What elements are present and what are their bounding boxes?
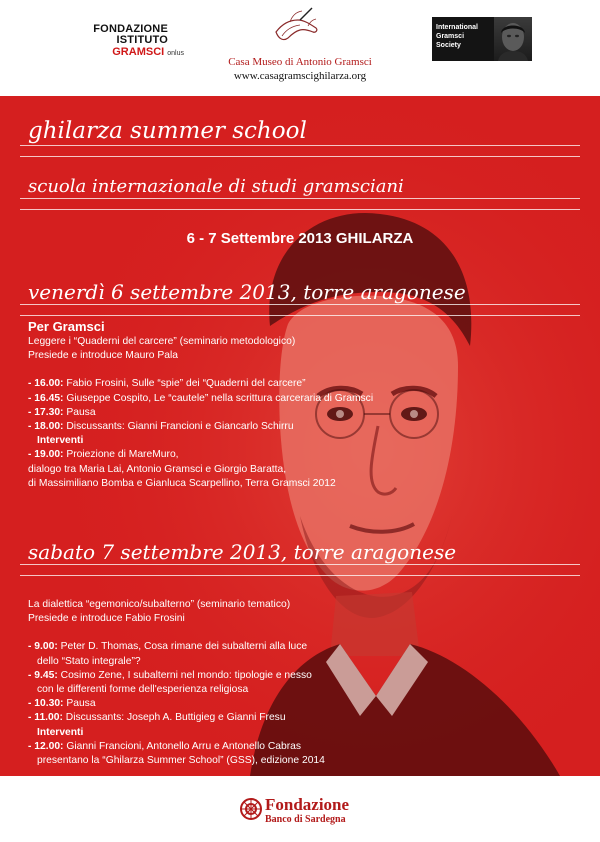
day1-interventi: Interventi [37, 435, 84, 447]
fondazione-banco-sardegna-mark-icon [240, 798, 262, 820]
fig-logo-gramsci: GRAMSCI [112, 46, 165, 58]
program-item-text: Peter D. Thomas, Cosa rimane dei subalterni alla luce [57, 641, 308, 653]
fondazione-banco-sardegna-name: Fondazione [265, 795, 350, 814]
program-item-time: - 10.30: [28, 698, 64, 710]
igs-face-icon [494, 17, 532, 61]
poster-header [0, 0, 600, 96]
fig-logo-line1: FONDAZIONE [93, 23, 168, 35]
screening-details: dialogo tra Maria Lai, Antonio Gramsci e Giorgio Baratta, [28, 463, 287, 475]
day1-section-title: Per Gramsci [28, 319, 105, 334]
writing-hand-icon [270, 2, 324, 46]
program-item-time: - 9.00: [28, 641, 58, 653]
program-item [28, 669, 568, 683]
program-item-time: - 18.00: [28, 421, 64, 433]
day1-rule [20, 315, 580, 316]
program-item [28, 697, 568, 711]
subtitle-rule [20, 198, 580, 199]
day1-rule [20, 304, 580, 305]
program-item-text: Discussants: Gianni Francioni e Giancarlo Schirru [63, 421, 294, 433]
program-item-text: Pausa [63, 698, 96, 710]
day2-program [28, 598, 568, 768]
igs-line3: Society [436, 42, 461, 49]
program-item-text: Cosimo Zene, I subalterni nel mondo: tipologie e nesso [57, 669, 312, 681]
program-item-text: Fabio Frosini, Sulle “spie” dei “Quaderni del carcere” [63, 378, 306, 390]
day1-program [28, 318, 568, 491]
casa-museo-url: www.casagramscighilarza.org [233, 70, 367, 82]
screening-credits: di Massimiliano Bomba e Gianluca Scarpellino, Terra Gramsci 2012 [28, 477, 336, 489]
program-item-continued: presentano la “Ghilarza Summer School” (GSS), edizione 2014 [37, 755, 325, 767]
poster-footer [0, 776, 600, 842]
program-item-continued: dello “Stato integrale”? [37, 655, 141, 667]
program-item-time: - 19.00: [28, 449, 64, 461]
day1-chair: Presiede e introduce Mauro Pala [28, 350, 178, 362]
program-item-text: Proiezione di MareMuro, [63, 449, 179, 461]
program-item-time: - 16.45: [28, 392, 64, 404]
title-rule [20, 145, 580, 146]
program-item [28, 406, 568, 420]
program-item-time: - 17.30: [28, 406, 64, 418]
event-subtitle: scuola internazionale di studi gramsciani [28, 176, 404, 197]
program-item-time: - 9.45: [28, 669, 58, 681]
igs-portrait-image [494, 17, 532, 61]
program-item [28, 377, 568, 391]
day1-heading: venerdì 6 settembre 2013, torre aragonese [28, 280, 466, 304]
day2-rule [20, 564, 580, 565]
fig-logo-line2: ISTITUTO [116, 34, 168, 46]
fondazione-banco-sardegna-sub: Banco di Sardegna [265, 814, 346, 825]
day2-heading: sabato 7 settembre 2013, torre aragonese [28, 540, 457, 564]
day2-intro: La dialettica “egemonico/subalterno” (seminario tematico) [28, 599, 291, 610]
program-item-text: Discussants: Joseph A. Buttigieg e Gianni Fresu [62, 712, 286, 724]
title-rule [20, 156, 580, 157]
casa-museo-name: Casa Museo di Antonio Gramsci [228, 56, 372, 68]
day1-intro: Leggere i “Quaderni del carcere” (seminario metodologico) [28, 336, 296, 347]
subtitle-rule [20, 209, 580, 210]
fig-logo-onlus: onlus [167, 50, 184, 57]
program-item-text: Giuseppe Cospito, Le “cautele” nella scrittura carceraria di Gramsci [63, 392, 374, 404]
program-item-time: - 16.00: [28, 378, 64, 390]
day2-interventi: Interventi [37, 726, 84, 738]
day2-chair: Presiede e introduce Fabio Frosini [28, 613, 185, 625]
poster-body [0, 96, 600, 776]
igs-line2: Gramsci [436, 33, 465, 40]
fondazione-istituto-gramsci-logo [64, 24, 184, 64]
program-item [28, 711, 568, 725]
program-item-time: - 11.00: [28, 712, 63, 724]
international-gramsci-society-logo [432, 17, 532, 61]
program-item [28, 392, 568, 406]
event-dates: 6 - 7 Settembre 2013 GHILARZA [186, 230, 414, 247]
event-title: ghilarza summer school [28, 118, 307, 144]
fig-logo-line3 [64, 46, 184, 60]
program-item-text: Pausa [63, 406, 96, 418]
program-item [28, 420, 568, 434]
igs-line1: International [436, 24, 479, 31]
igs-logo-text [436, 23, 494, 50]
program-item [28, 640, 568, 654]
program-item [28, 448, 568, 462]
day2-rule [20, 575, 580, 576]
program-item-time: - 12.00: [28, 740, 64, 752]
program-item-text: Gianni Francioni, Antonello Arru e Antonello Cabras [63, 740, 302, 752]
program-item-continued: con le differenti forme dell'esperienza religiosa [37, 684, 249, 696]
program-item [28, 740, 568, 754]
